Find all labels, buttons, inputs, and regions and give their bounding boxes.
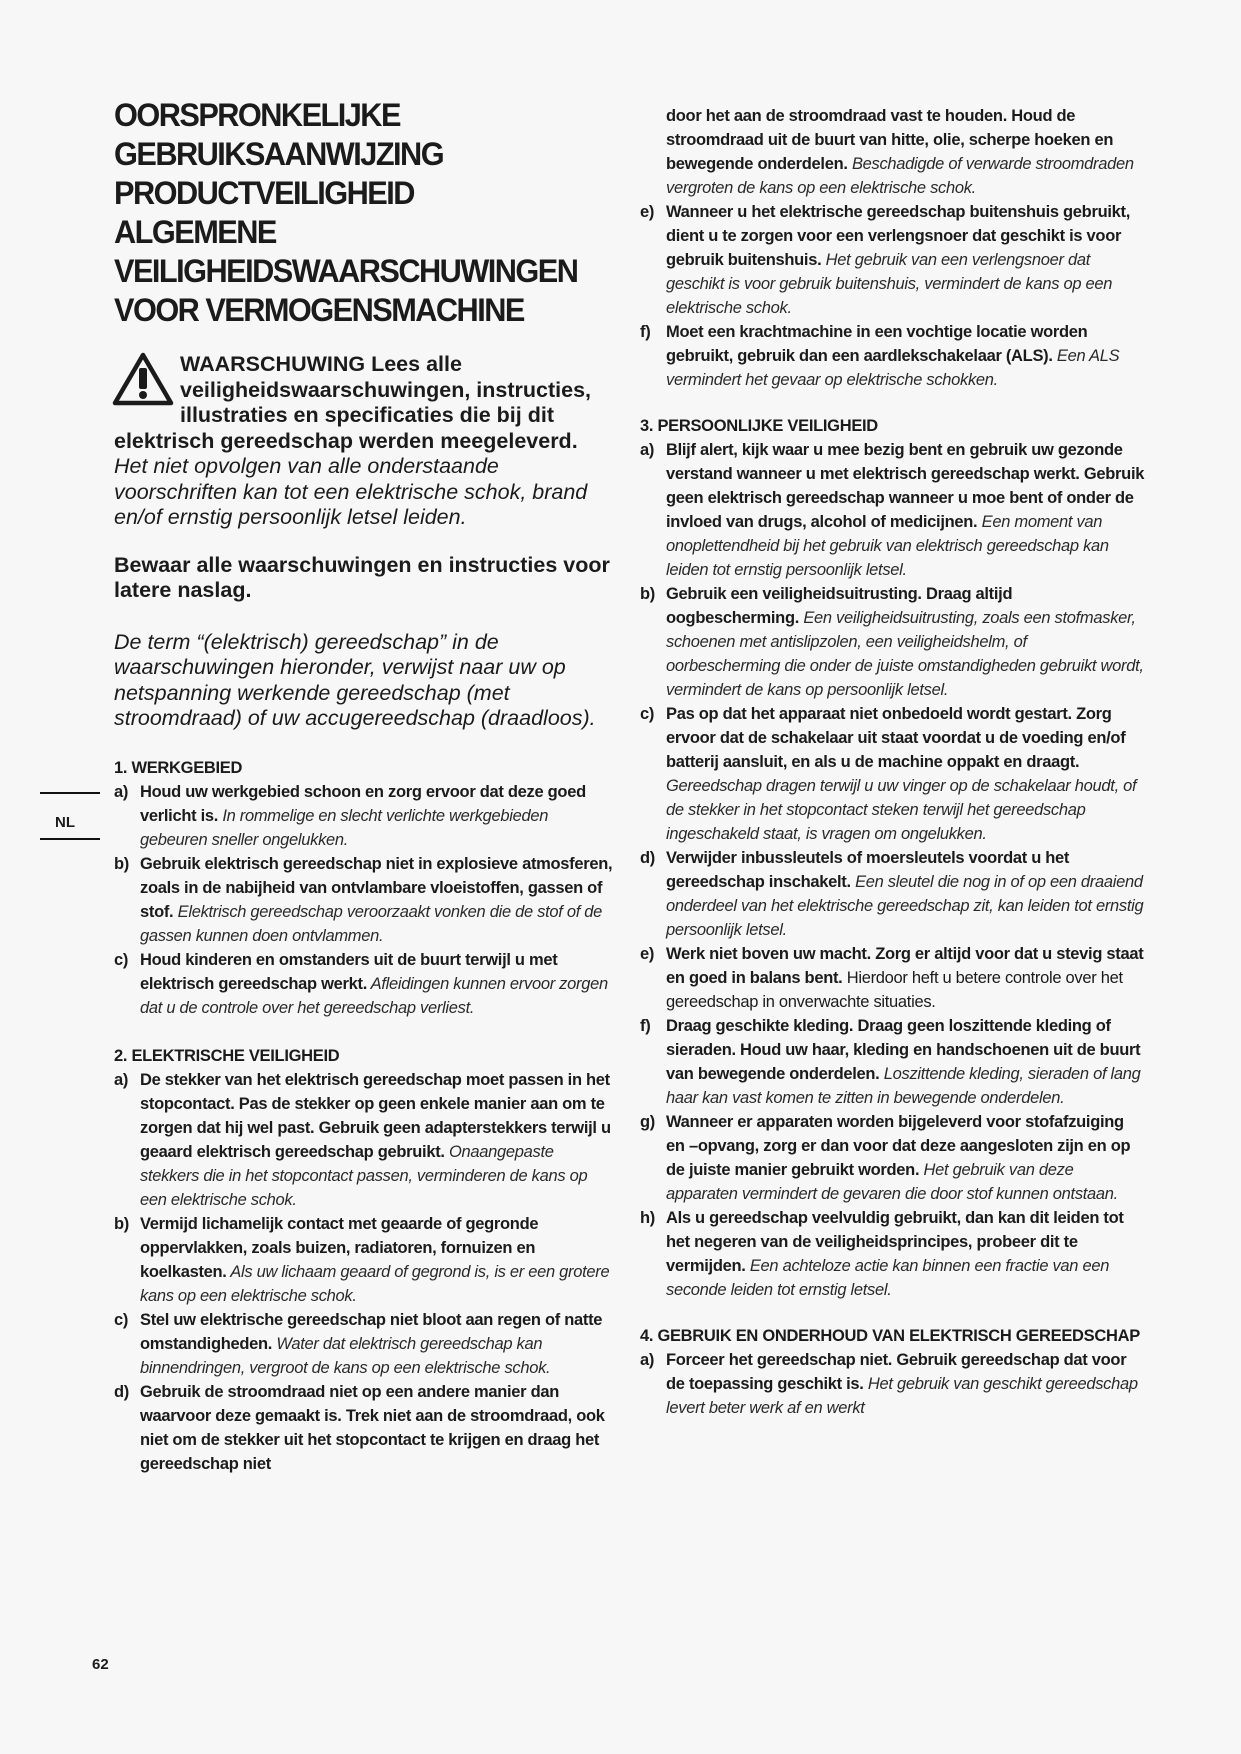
item-label: d): [640, 849, 655, 867]
list-item: [640, 1110, 1145, 1206]
section-heading: 3. PERSOONLIJKE VEILIGHEID: [640, 417, 878, 435]
item-text: Blijf alert, kijk waar u mee bezig bent en gebruik uw gezonde verstand wanneer u met elektrisch gereedschap werkt. Gebruik geen elektrisch gereedschap wanneer u moe bent of onder de invloed van drugs, alcohol of medicijnen. Een moment van onoplettendheid bij het gebruik van elektrisch gereedschap kan leiden tot ernstig persoonlijk letsel.: [666, 441, 1145, 579]
list-item: [640, 1206, 1145, 1302]
item-label: a): [114, 1070, 129, 1089]
item-label: a): [640, 1351, 655, 1369]
item-text: De stekker van het elektrisch gereedschap moet passen in het stopcontact. Pas de stekker op geen enkele manier aan om te zorgen dat hij wel past. Gebruik geen adapterstekkers terwijl u geaard elektrisch gereedschap gebruikt. Onaangepaste stekkers die in het stopcontact passen, verminderen de kans op een elektrische schok.: [140, 1070, 611, 1209]
right-column: [640, 104, 1145, 1420]
left-column: [114, 96, 614, 1476]
list-item: [114, 1212, 614, 1308]
item-label: b): [114, 854, 129, 873]
section-electrical-continued: [640, 104, 1145, 1420]
title-line: VOOR VERMOGENSMACHINE: [114, 292, 524, 328]
list-item: [114, 948, 614, 1020]
section-heading: 4. GEBRUIK EN ONDERHOUD VAN ELEKTRISCH GEREEDSCHAP: [640, 1327, 1140, 1345]
title-line: ALGEMENE: [114, 214, 276, 250]
list-item: [640, 320, 1145, 392]
item-label: f): [640, 323, 651, 341]
item-label: h): [640, 1209, 655, 1227]
item-label: c): [114, 950, 129, 969]
item-label: e): [640, 945, 655, 963]
list-item: [640, 846, 1145, 942]
item-text: Houd kinderen en omstanders uit de buurt terwijl u met elektrisch gereedschap werkt. Afleidingen kunnen ervoor zorgen dat u de controle over het gereedschap verliest.: [140, 950, 608, 1017]
section-heading: 1. WERKGEBIED: [114, 758, 243, 777]
list-item: [640, 200, 1145, 320]
item-text: Gebruik de stroomdraad niet op een andere manier dan waarvoor deze gemaakt is. Trek niet aan de stroomdraad, ook niet om de stekker uit het stopcontact te krijgen en draag het gereedschap niet: [140, 1382, 605, 1473]
item-text: Werk niet boven uw macht. Zorg er altijd voor dat u stevig staat en goed in balans bent. Hierdoor heft u betere controle over het gereedschap in onverwachte situaties.: [666, 945, 1144, 1011]
divider: [40, 792, 100, 794]
item-label: e): [640, 203, 655, 221]
section-work-area: [114, 756, 614, 1476]
page-number: 62: [92, 1656, 109, 1673]
list-item: [640, 582, 1145, 702]
item-label: c): [640, 705, 655, 723]
item-text: Verwijder inbussleutels of moersleutels voordat u het gereedschap inschakelt. Een sleutel die nog in of op een draaiend onderdeel van het elektrische gereedschap zit, kan leiden tot ernstig persoonlijk letsel.: [666, 849, 1144, 939]
item-label: b): [640, 585, 655, 603]
item-text: Gebruik elektrisch gereedschap niet in explosieve atmosferen, zoals in de nabijheid van ontvlambare vloeistoffen, gassen of stof. Elektrisch gereedschap veroorzaakt vonken die de stof of de gassen kunnen doen ontvlammen.: [140, 854, 613, 945]
list-item: [114, 1308, 614, 1380]
list-item-continuation: [640, 104, 1145, 200]
item-text: Stel uw elektrische gereedschap niet bloot aan regen of natte omstandigheden. Water dat elektrisch gereedschap kan binnendringen, vergroot de kans op een elektrische schok.: [140, 1310, 603, 1377]
title-line: VEILIGHEIDSWAARSCHUWINGEN: [114, 253, 578, 289]
item-text: Gebruik een veiligheidsuitrusting. Draag altijd oogbescherming. Een veiligheidsuitrusting, zoals een stofmasker, schoenen met antislipzolen, een veiligheidshelm, of oorbescherming die onder de juiste omstandigheden gebruikt wordt, vermindert de kans op persoonlijk letsel.: [666, 585, 1144, 699]
item-label: g): [640, 1113, 655, 1131]
list-item: [640, 942, 1145, 1014]
list-item: [114, 1068, 614, 1212]
list-item: [640, 438, 1145, 582]
title-line: OORSPRONKELIJKE: [114, 97, 400, 133]
item-text: Wanneer u het elektrische gereedschap buitenshuis gebruikt, dient u te zorgen voor een verlengsnoer dat geschikt is voor gebruik buitenshuis. Het gebruik van een verlengsnoer dat geschikt is voor gebruik buitenshuis, vermindert de kans op een elektrische schok.: [666, 203, 1130, 317]
list-item: [114, 852, 614, 948]
title-line: GEBRUIKSAANWIJZING: [114, 136, 444, 172]
item-text: Vermijd lichamelijk contact met geaarde of gegronde oppervlakken, zoals buizen, radiatoren, fornuizen en koelkasten. Als uw lichaam geaard of gegrond is, is er een grotere kans op een elektrische schok.: [140, 1214, 610, 1305]
item-text: door het aan de stroomdraad vast te houden. Houd de stroomdraad uit de buurt van hitte, olie, scherpe hoeken en bewegende onderdelen. Beschadigde of verwarde stroomdraden vergroten de kans op een elektrische schok.: [666, 107, 1134, 197]
item-text: Forceer het gereedschap niet. Gebruik gereedschap dat voor de toepassing geschikt is. Het gebruik van geschikt gereedschap levert beter werk af en werkt: [666, 1351, 1138, 1417]
item-label: f): [640, 1017, 651, 1035]
item-label: c): [114, 1310, 129, 1329]
item-label: b): [114, 1214, 129, 1233]
list-item: [114, 780, 614, 852]
list-item: [640, 1348, 1145, 1420]
item-label: a): [114, 782, 129, 801]
item-text: Draag geschikte kleding. Draag geen loszittende kleding of sieraden. Houd uw haar, kleding en handschoenen uit de buurt van bewegende onderdelen. Loszittende kleding, sieraden of lang haar kan vast komen te zitten in bewegende onderdelen.: [666, 1017, 1141, 1107]
item-text: Houd uw werkgebied schoon en zorg ervoor dat deze goed verlicht is. In rommelige en slecht verlichte werkgebieden gebeuren sneller ongelukken.: [140, 782, 586, 849]
language-tab: [40, 792, 100, 864]
item-text: Wanneer er apparaten worden bijgeleverd voor stofafzuiging en –opvang, zorg er dan voor dat deze aangesloten zijn en op de juiste manier gebruikt worden. Het gebruik van deze apparaten vermindert de gevaren die door stof kunnen ontstaan.: [666, 1113, 1131, 1203]
warning-bold-text: WAARSCHUWING Lees alle veiligheidswaarschuwingen, instructies, illustraties en specificaties die bij dit elektrisch gereedschap werden meegeleverd.: [114, 352, 592, 453]
warning-italic-text: Het niet opvolgen van alle onderstaande voorschriften kan tot een elektrische schok, brand en/of ernstig persoonlijk letsel leiden.: [114, 454, 588, 529]
keep-instructions: Bewaar alle waarschuwingen en instructies voor latere naslag.: [114, 552, 610, 602]
page-title: [114, 96, 594, 330]
item-label: d): [114, 1382, 129, 1401]
item-text: Als u gereedschap veelvuldig gebruikt, dan kan dit leiden tot het negeren van de veiligheidsprincipes, probeer dit te vermijden. Een achteloze actie kan binnen een fractie van een seconde leiden tot ernstig letsel.: [666, 1209, 1124, 1299]
item-text: Pas op dat het apparaat niet onbedoeld wordt gestart. Zorg ervoor dat de schakelaar uit staat voordat u de voeding en/of batterij aansluit, en als u de machine oppakt en draagt. Gereedschap dragen terwijl u uw vinger op de schakelaar houdt, of de stekker in het stopcontact steken terwijl het gereedschap ingeschakeld staat, is vragen om ongelukken.: [666, 705, 1137, 843]
list-item: [640, 1014, 1145, 1110]
item-label: a): [640, 441, 655, 459]
list-item: [114, 1380, 614, 1476]
title-line: PRODUCTVEILIGHEID: [114, 175, 414, 211]
term-definition: De term “(elektrisch) gereedschap” in de waarschuwingen hieronder, verwijst naar uw op netspanning werkende gereedschap (met stroomdraad) of uw accugereedschap (draadloos).: [114, 629, 596, 730]
divider: [40, 838, 100, 840]
language-label: NL: [55, 814, 75, 831]
warning-block: [114, 352, 614, 531]
item-text: Moet een krachtmachine in een vochtige locatie worden gebruikt, gebruik dan een aardlekschakelaar (ALS). Een ALS vermindert het gevaar op elektrische schokken.: [666, 323, 1120, 389]
section-heading: 2. ELEKTRISCHE VEILIGHEID: [114, 1046, 340, 1065]
warning-triangle-icon: [112, 352, 174, 406]
list-item: [640, 702, 1145, 846]
